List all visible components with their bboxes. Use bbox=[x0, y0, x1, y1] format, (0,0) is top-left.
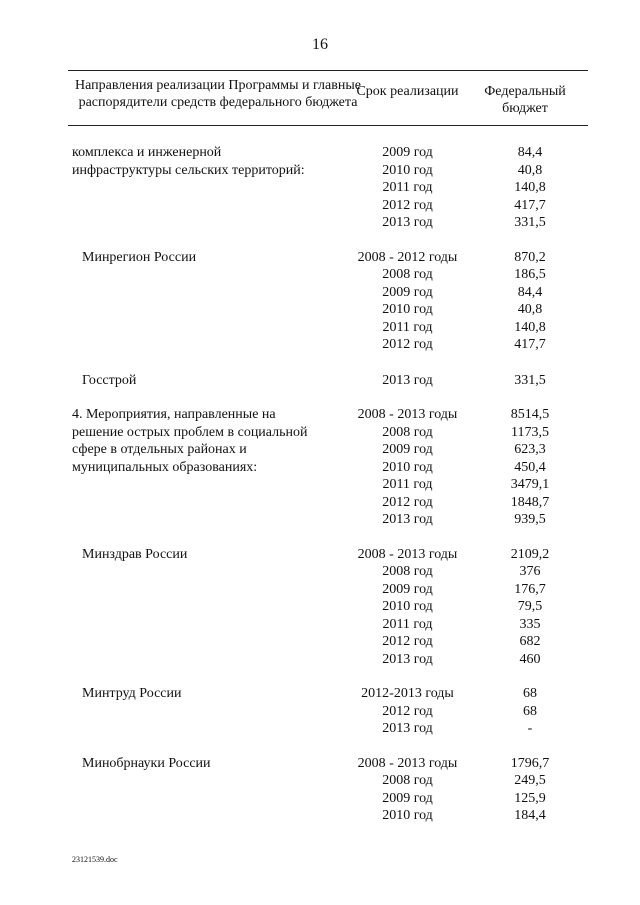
budget-cell: 176,7 bbox=[514, 581, 546, 597]
group-label: 4. Мероприятия, направленные на решение острых проблем в социальной сфере в отдельных районах и муниципальных образованиях: bbox=[72, 407, 308, 475]
budget-cell: 125,9 bbox=[514, 790, 546, 806]
period-cell: 2013 год bbox=[382, 215, 433, 230]
period-cell: 2008 - 2012 годы bbox=[357, 249, 458, 265]
table-row bbox=[340, 755, 585, 773]
page-number: 16 bbox=[312, 36, 328, 53]
budget-cell: 40,8 bbox=[517, 302, 543, 317]
table-row bbox=[340, 772, 585, 790]
period-cell: 2008 - 2013 годы bbox=[357, 546, 458, 562]
period-cell: 2009 год bbox=[382, 284, 433, 300]
budget-cell: 450,4 bbox=[514, 459, 546, 475]
table-row bbox=[340, 249, 585, 267]
period-cell: 2008 - 2013 годы bbox=[357, 755, 458, 771]
group-rows bbox=[340, 685, 585, 738]
budget-cell: 1796,7 bbox=[510, 755, 550, 771]
column-header-federal-budget: Федеральный бюджет bbox=[484, 84, 566, 116]
budget-cell: 870,2 bbox=[514, 249, 546, 265]
budget-cell: 331,5 bbox=[514, 215, 546, 230]
period-cell: 2012 год bbox=[382, 494, 433, 510]
table-row bbox=[340, 511, 585, 529]
budget-cell: - bbox=[527, 721, 533, 736]
table-row bbox=[340, 598, 585, 616]
budget-cell: 40,8 bbox=[517, 162, 543, 178]
period-cell: 2012 год bbox=[382, 703, 433, 719]
budget-cell: 68 bbox=[523, 686, 537, 701]
budget-cell: 1848,7 bbox=[510, 494, 550, 510]
period-cell: 2013 год bbox=[382, 372, 433, 388]
budget-cell: 1173,5 bbox=[511, 424, 549, 440]
period-cell: 2008 - 2013 годы bbox=[357, 407, 458, 422]
budget-cell: 79,5 bbox=[517, 599, 543, 614]
table-group bbox=[0, 755, 640, 825]
table-row bbox=[340, 807, 585, 825]
table-row bbox=[340, 144, 585, 162]
table-group bbox=[0, 144, 640, 232]
table-group bbox=[0, 546, 640, 669]
table-row bbox=[340, 214, 585, 232]
footer-filename: 23121539.doc bbox=[72, 855, 118, 864]
table-row bbox=[340, 685, 585, 703]
group-label: Минрегион России bbox=[82, 249, 197, 265]
period-cell: 2012 год bbox=[382, 634, 433, 649]
group-rows bbox=[340, 755, 585, 825]
group-rows bbox=[340, 546, 585, 669]
table-row bbox=[340, 179, 585, 197]
budget-cell: 376 bbox=[519, 564, 541, 579]
table-row bbox=[340, 284, 585, 302]
table-row bbox=[340, 266, 585, 284]
table-group bbox=[0, 685, 640, 738]
group-rows bbox=[340, 144, 585, 232]
period-cell: 2009 год bbox=[382, 790, 433, 806]
table-header-rule bbox=[68, 125, 588, 126]
period-cell: 2008 год bbox=[382, 424, 433, 440]
group-rows bbox=[340, 406, 585, 529]
budget-cell: 3479,1 bbox=[510, 477, 550, 492]
budget-cell: 331,5 bbox=[514, 372, 546, 388]
period-cell: 2011 год bbox=[382, 180, 433, 195]
period-cell: 2008 год bbox=[382, 564, 433, 579]
table-body bbox=[0, 144, 640, 825]
table-row bbox=[340, 494, 585, 512]
table-row bbox=[340, 197, 585, 215]
period-cell: 2011 год bbox=[382, 616, 433, 632]
table-row bbox=[340, 301, 585, 319]
period-cell: 2009 год bbox=[382, 145, 433, 160]
period-cell: 2010 год bbox=[382, 599, 433, 614]
table-row bbox=[340, 633, 585, 651]
table-row bbox=[340, 372, 585, 390]
budget-cell: 84,4 bbox=[517, 284, 543, 300]
table-row bbox=[340, 651, 585, 669]
budget-cell: 249,5 bbox=[514, 773, 546, 788]
group-label: Минобрнауки России bbox=[82, 755, 211, 771]
budget-cell: 184,4 bbox=[514, 808, 546, 823]
period-cell: 2009 год bbox=[382, 581, 433, 597]
table-row bbox=[340, 162, 585, 180]
budget-cell: 939,5 bbox=[514, 512, 546, 527]
table-row bbox=[340, 790, 585, 808]
table-row bbox=[340, 703, 585, 721]
table-row bbox=[340, 459, 585, 477]
table-group bbox=[0, 372, 640, 390]
table-row bbox=[340, 720, 585, 738]
group-rows bbox=[340, 249, 585, 354]
period-cell: 2013 год bbox=[382, 512, 433, 527]
budget-cell: 623,3 bbox=[514, 442, 546, 457]
budget-cell: 417,7 bbox=[514, 197, 546, 213]
group-label: комплекса и инженерной инфраструктуры сельских территорий: bbox=[72, 145, 305, 178]
period-cell: 2009 год bbox=[382, 442, 433, 457]
table-row bbox=[340, 546, 585, 564]
period-cell: 2010 год bbox=[382, 302, 433, 317]
table-row bbox=[340, 581, 585, 599]
group-label: Минздрав России bbox=[82, 546, 188, 562]
period-cell: 2012 год bbox=[382, 337, 433, 352]
budget-cell: 335 bbox=[519, 616, 541, 632]
budget-cell: 140,8 bbox=[514, 319, 546, 335]
table-top-rule bbox=[68, 70, 588, 71]
budget-cell: 68 bbox=[523, 703, 537, 719]
period-cell: 2011 год bbox=[382, 319, 433, 335]
column-header-directions: Направления реализации Программы и главные распорядители средств федерального бюджета bbox=[75, 78, 361, 110]
period-cell: 2011 год bbox=[382, 477, 433, 492]
table-group bbox=[0, 249, 640, 354]
budget-cell: 682 bbox=[519, 634, 541, 649]
table-row bbox=[340, 616, 585, 634]
period-cell: 2012-2013 годы bbox=[361, 686, 454, 701]
table-row bbox=[340, 424, 585, 442]
period-cell: 2013 год bbox=[382, 721, 433, 736]
table-row bbox=[340, 441, 585, 459]
table-row bbox=[340, 336, 585, 354]
group-label: Минтруд России bbox=[82, 686, 182, 701]
group-label: Госстрой bbox=[82, 372, 137, 388]
table-group bbox=[0, 406, 640, 529]
budget-cell: 84,4 bbox=[517, 145, 543, 160]
budget-cell: 186,5 bbox=[514, 267, 546, 282]
group-rows bbox=[340, 372, 585, 390]
period-cell: 2010 год bbox=[382, 162, 433, 178]
budget-cell: 460 bbox=[519, 651, 541, 667]
period-cell: 2010 год bbox=[382, 459, 433, 475]
period-cell: 2010 год bbox=[382, 808, 433, 823]
table-row bbox=[340, 563, 585, 581]
period-cell: 2013 год bbox=[382, 651, 433, 667]
budget-cell: 2109,2 bbox=[510, 546, 550, 562]
budget-cell: 417,7 bbox=[514, 337, 546, 352]
period-cell: 2012 год bbox=[382, 197, 433, 213]
period-cell: 2008 год bbox=[382, 773, 433, 788]
table-row bbox=[340, 406, 585, 424]
period-cell: 2008 год bbox=[382, 267, 433, 282]
budget-cell: 140,8 bbox=[514, 180, 546, 195]
table-row bbox=[340, 476, 585, 494]
budget-cell: 8514,5 bbox=[510, 407, 550, 422]
column-header-period: Срок реализации bbox=[356, 84, 459, 99]
table-row bbox=[340, 319, 585, 337]
